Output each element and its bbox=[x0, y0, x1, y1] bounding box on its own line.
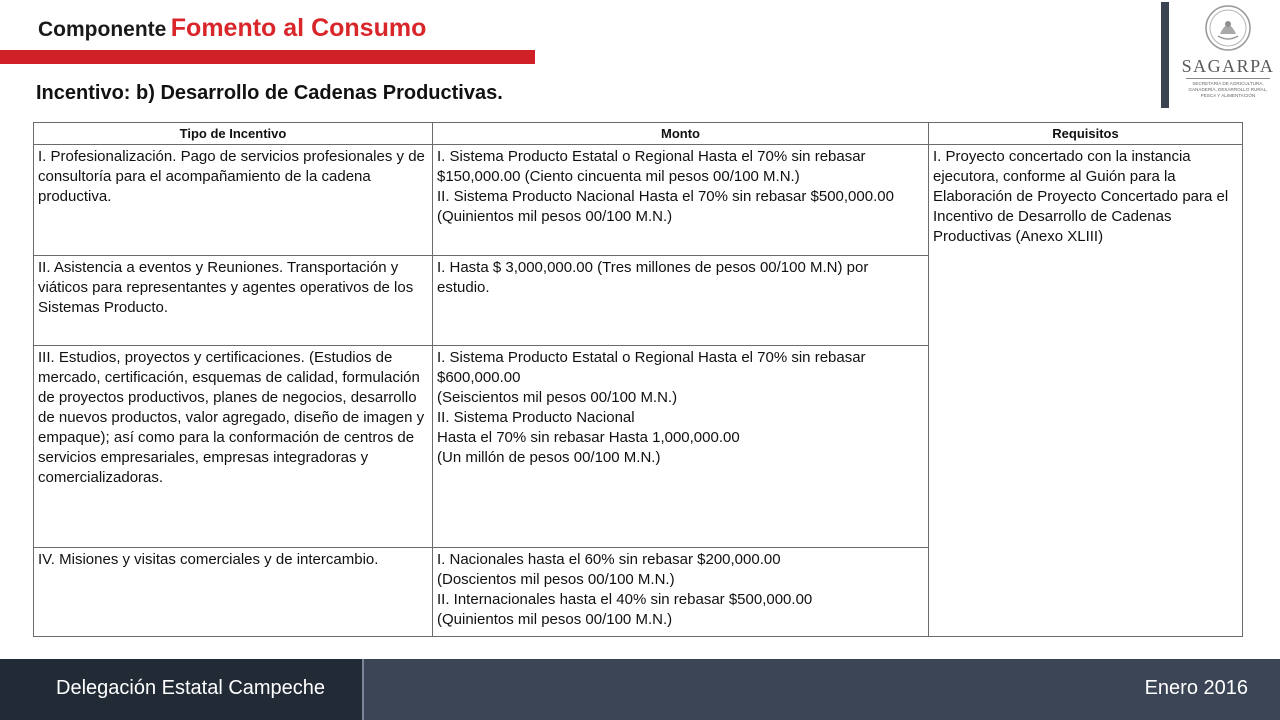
logo-rule bbox=[1186, 78, 1270, 79]
logo-line: SECRETARÍA DE AGRICULTURA, bbox=[1192, 81, 1264, 86]
title-underline-bar bbox=[0, 50, 535, 64]
cell-text: Hasta el 70% sin rebasar Hasta 1,000,000.00 bbox=[437, 429, 740, 446]
footer-date: Enero 2016 bbox=[1144, 677, 1248, 699]
cell-text: II. Internacionales hasta el 40% sin rebasar $500,000.00 bbox=[437, 591, 813, 608]
table-header-row bbox=[34, 123, 1243, 145]
header-requisitos: Requisitos bbox=[929, 123, 1243, 145]
cell-requisitos bbox=[929, 145, 1243, 637]
national-seal-icon bbox=[1204, 4, 1252, 52]
cell-text: I. Sistema Producto Estatal o Regional Hasta el 70% sin rebasar $600,000.00 bbox=[437, 349, 866, 386]
logo-line: PESCA Y ALIMENTACIÓN bbox=[1200, 93, 1256, 98]
cell-text: I. Hasta $ 3,000,000.00 (Tres millones de pesos 00/100 M.N) por estudio. bbox=[437, 259, 869, 296]
title-prefix: Componente bbox=[38, 18, 167, 41]
cell-monto bbox=[433, 145, 929, 256]
cell-text: II. Asistencia a eventos y Reuniones. Transportación y viáticos para representantes y agentes operativos de los Sistemas Producto. bbox=[38, 259, 414, 316]
cell-text: IV. Misiones y visitas comerciales y de intercambio. bbox=[38, 551, 379, 568]
logo-name: SAGARPA bbox=[1181, 56, 1275, 76]
cell-text: I. Proyecto concertado con la instancia ejecutora, conforme al Guión para la Elaboración de Proyecto Concertado para el Incentivo de Desarrollo de Cadenas Productivas (Anexo XLIII) bbox=[933, 148, 1229, 245]
cell-tipo bbox=[34, 256, 433, 346]
cell-tipo bbox=[34, 346, 433, 548]
cell-text: III. Estudios, proyectos y certificaciones. (Estudios de mercado, certificación, esquemas de calidad, formulación de proyectos productivos, planes de negocios, desarrollo de nuevos productos, valor agregado, diseño de imagen y empaque); así como para la conformación de centros de servicios empresariales, empresas integradoras y comercializadoras. bbox=[38, 349, 425, 486]
footer-bar bbox=[0, 659, 1280, 720]
cell-text: (Un millón de pesos 00/100 M.N.) bbox=[437, 449, 661, 466]
cell-tipo bbox=[34, 145, 433, 256]
cell-text: (Seiscientos mil pesos 00/100 M.N.) bbox=[437, 389, 678, 406]
table-row bbox=[34, 145, 1243, 256]
incentive-subtitle: Incentivo: b) Desarrollo de Cadenas Productivas. bbox=[36, 82, 503, 104]
footer-left-panel bbox=[0, 659, 364, 720]
footer-delegation: Delegación Estatal Campeche bbox=[56, 677, 326, 699]
cell-text: I. Sistema Producto Estatal o Regional Hasta el 70% sin rebasar $150,000.00 (Ciento cincuenta mil pesos 00/100 M.N.) bbox=[437, 148, 866, 185]
cell-text: I. Nacionales hasta el 60% sin rebasar $200,000.00 bbox=[437, 551, 781, 568]
cell-monto bbox=[433, 346, 929, 548]
cell-monto bbox=[433, 548, 929, 637]
header-tipo: Tipo de Incentivo bbox=[34, 123, 433, 145]
cell-text: II. Sistema Producto Nacional Hasta el 70% sin rebasar $500,000.00 (Quinientos mil pesos 00/100 M.N.) bbox=[437, 188, 894, 225]
header-divider bbox=[1161, 2, 1169, 108]
sagarpa-logo bbox=[1180, 4, 1276, 108]
logo-line: GANADERÍA, DESARROLLO RURAL, bbox=[1188, 87, 1268, 92]
incentive-table bbox=[33, 122, 1243, 637]
cell-text: (Quinientos mil pesos 00/100 M.N.) bbox=[437, 611, 673, 628]
cell-monto bbox=[433, 256, 929, 346]
header-monto: Monto bbox=[433, 123, 929, 145]
cell-tipo bbox=[34, 548, 433, 637]
title-main: Fomento al Consumo bbox=[170, 14, 427, 42]
cell-text: II. Sistema Producto Nacional bbox=[437, 409, 635, 426]
cell-text: (Doscientos mil pesos 00/100 M.N.) bbox=[437, 571, 675, 588]
cell-text: I. Profesionalización. Pago de servicios profesionales y de consultoría para el acompañamiento de la cadena productiva. bbox=[38, 148, 425, 205]
slide-title bbox=[38, 14, 426, 43]
